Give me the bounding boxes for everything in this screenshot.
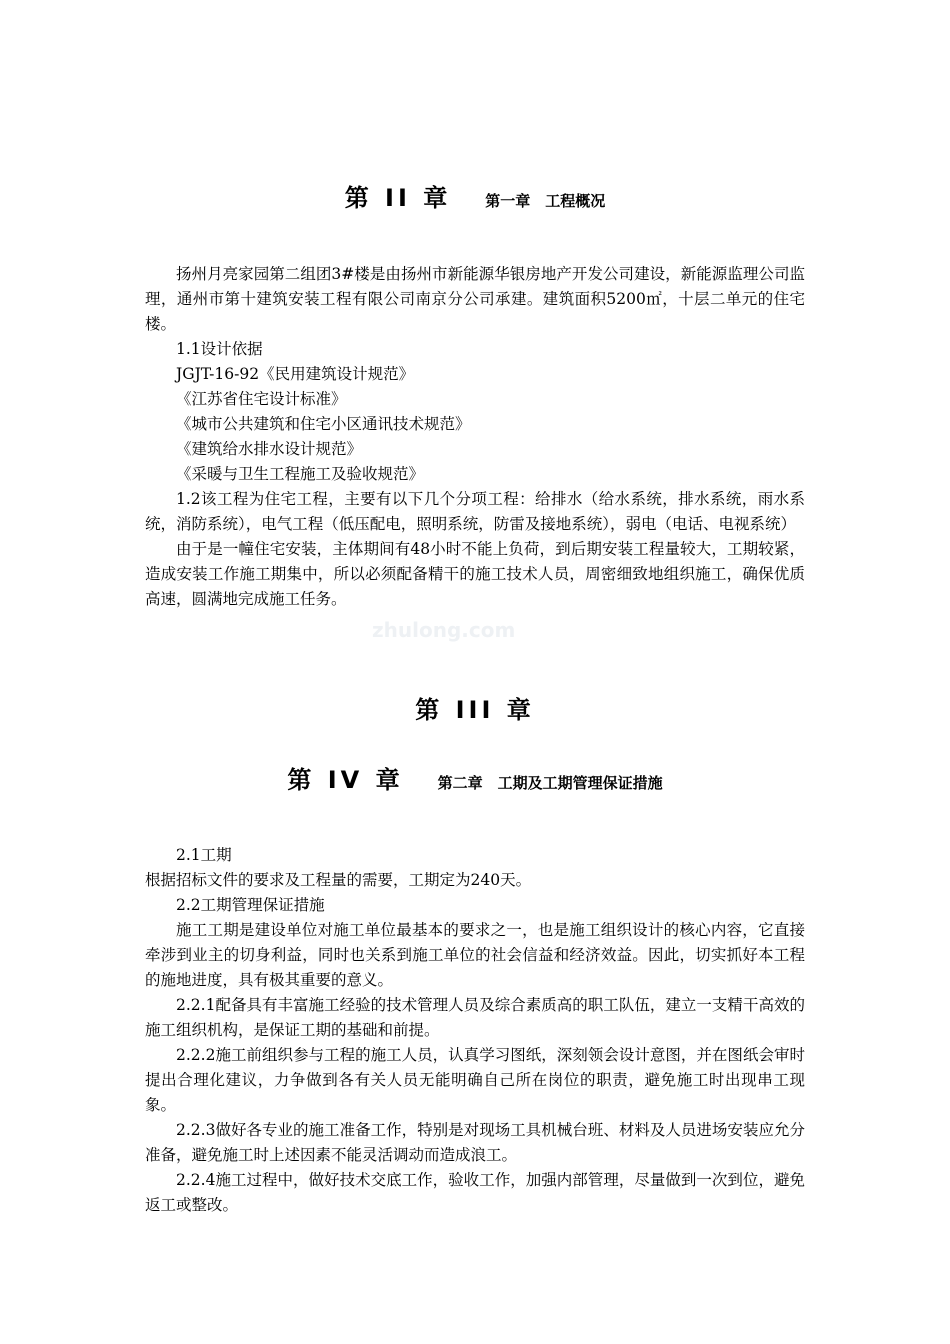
design-basis-heading: 1.1设计依据 (176, 340, 263, 358)
measure-2-2-4: 2.2.4施工过程中，做好技术交底工作，验收工作，加强内部管理，尽量做到一次到位，避免返工或整改。 (145, 1171, 805, 1214)
chapter-2-title: 第一章 工程概况 (485, 192, 606, 210)
schedule-reason: 由于是一幢住宅安装，主体期间有48小时不能上负荷，到后期安装工程量较大，工期较紧，造成安装工作施工期集中，所以必须配备精干的施工技术人员，周密细致地组织施工，确保优质高速，圆满地完成施工任务。 (145, 540, 805, 608)
chapter-2-number: 第 II 章 (344, 184, 452, 212)
design-basis-item: 《江苏省住宅设计标准》 (176, 390, 347, 408)
chapter-4-title: 第二章 工期及工期管理保证措施 (437, 774, 663, 792)
project-intro: 扬州月亮家园第二组团3#楼是由扬州市新能源华银房地产开发公司建设，新能源监理公司监理，通州市第十建筑安装工程有限公司南京分公司承建。建筑面积5200㎡，十层二单元的住宅楼。 (145, 265, 805, 333)
chapter-3-number: 第 III 章 (415, 696, 535, 724)
guarantee-heading: 2.2工期管理保证措施 (176, 896, 325, 914)
chapter-4-number: 第 IV 章 (287, 766, 404, 794)
section-2-body (145, 843, 805, 1218)
chapter-3-heading (0, 690, 950, 725)
design-basis-item: 《城市公共建筑和住宅小区通讯技术规范》 (176, 415, 471, 433)
guarantee-intro: 施工工期是建设单位对施工单位最基本的要求之一，也是施工组织设计的核心内容，它直接牵涉到业主的切身利益，同时也关系到施工单位的社会信益和经济效益。因此，切实抓好本工程的施地进度，具有极其重要的意义。 (145, 921, 805, 989)
measure-2-2-2: 2.2.2施工前组织参与工程的施工人员，认真学习图纸，深刻领会设计意图，并在图纸会审时提出合理化建议，力争做到各有关人员无能明确自己所在岗位的职责，避免施工时出现串工现象。 (145, 1046, 805, 1114)
chapter-4-heading (0, 760, 950, 795)
duration-text: 根据招标文件的要求及工程量的需要，工期定为240天。 (145, 871, 532, 889)
measure-2-2-1: 2.2.1配备具有丰富施工经验的技术管理人员及综合素质高的职工队伍，建立一支精干高效的施工组织机构，是保证工期的基础和前提。 (145, 996, 805, 1039)
duration-heading: 2.1工期 (176, 846, 232, 864)
design-basis-item: 《建筑给水排水设计规范》 (176, 440, 363, 458)
measure-2-2-3: 2.2.3做好各专业的施工准备工作，特别是对现场工具机械台班、材料及人员进场安装应允分准备，避免施工时上述因素不能灵活调动而造成浪工。 (145, 1121, 805, 1164)
design-basis-item: 《采暖与卫生工程施工及验收规范》 (176, 465, 425, 483)
section-1-body (145, 262, 805, 612)
design-basis-item: JGJT-16-92《民用建筑设计规范》 (176, 365, 415, 383)
chapter-2-heading (0, 178, 950, 213)
watermark: zhulong.com (372, 618, 516, 642)
project-scope: 1.2该工程为住宅工程，主要有以下几个分项工程：给排水（给水系统，排水系统，雨水系统，消防系统），电气工程（低压配电，照明系统，防雷及接地系统），弱电（电话、电视系统） (145, 490, 805, 533)
